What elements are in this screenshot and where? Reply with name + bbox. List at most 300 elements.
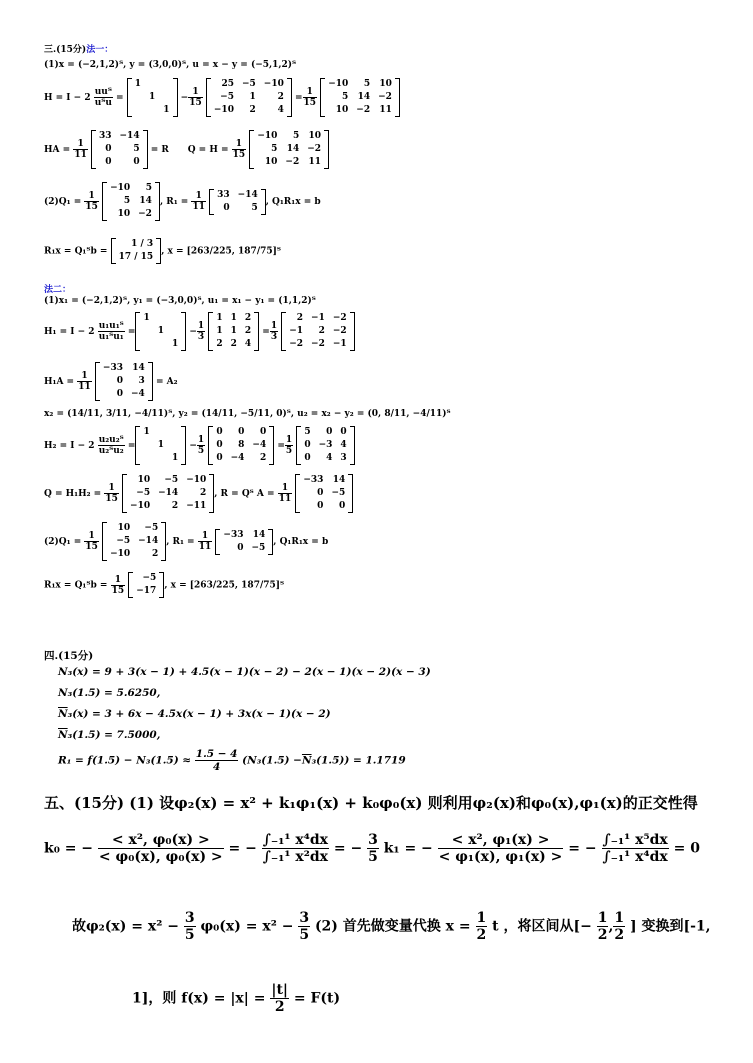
matrix-cell: −2 — [378, 92, 392, 102]
matrix-cell: 10 — [264, 157, 278, 167]
matrix-cell: 5 — [133, 144, 140, 154]
matrix-cell: 14 — [357, 92, 371, 102]
matrix-cell: 10 — [335, 105, 349, 115]
substitution: (2) 首先做变量代换 x = — [314, 918, 471, 935]
frac-int2 — [602, 832, 669, 865]
matrix-cell: −3 — [318, 440, 333, 450]
num: |t| — [271, 982, 289, 998]
matrix-M2 — [320, 78, 400, 117]
matrix-Qfull — [122, 474, 214, 513]
matrix-cell: −2 — [332, 313, 347, 323]
den: u₁ᵀu₁ — [98, 332, 124, 342]
matrix-cell: 2 — [230, 339, 237, 349]
num: 1 — [104, 483, 119, 494]
matrix-M1 — [206, 78, 292, 117]
matrix-cell: −11 — [186, 501, 207, 511]
matrix-cell: 11 — [379, 105, 392, 115]
matrix-cell: 4 — [277, 105, 284, 115]
matrix-cell: 0 — [116, 376, 123, 386]
comma: , — [608, 918, 614, 935]
matrix-cell: 14 — [132, 363, 145, 373]
num: 1 — [232, 139, 247, 150]
matrix-cell: 1 — [216, 313, 223, 323]
matrix-HA — [91, 130, 148, 169]
matrix-cell: 14 — [252, 529, 266, 540]
sec3-HA-eq — [44, 130, 329, 169]
matrix-cell: 0 — [223, 202, 230, 213]
num: 1 — [84, 191, 99, 202]
matrix-cell: −10 — [130, 501, 151, 511]
matrix-cell: 0 — [216, 453, 223, 463]
method1-label: 法一： — [86, 45, 114, 55]
eq-zero: = 0 — [673, 840, 700, 857]
matrix-cell: 1 — [171, 453, 179, 463]
matrix-cell: 11 — [308, 157, 322, 167]
num: 1 — [198, 531, 213, 542]
eq-A2: = A₂ — [155, 377, 178, 387]
frac-3-5c — [298, 910, 310, 943]
matrix-cell: −2 — [285, 157, 300, 167]
matrix-cell: −2 — [311, 339, 325, 349]
matrix-R1b — [215, 529, 273, 555]
num: ∫₋₁¹ x⁴dx — [262, 832, 329, 848]
matrix-cell: 1 — [143, 313, 150, 323]
matrix-cell: −5 — [331, 488, 346, 498]
num: 1 — [614, 910, 625, 926]
matrix-cell — [168, 325, 182, 338]
matrix-cell: 0 — [216, 440, 223, 450]
matrix-cell — [168, 312, 182, 325]
den: ∫₋₁¹ x²dx — [262, 849, 329, 865]
x-lhs: , x = — [164, 580, 187, 591]
matrix-cell: −14 — [237, 189, 258, 200]
sec3-line1: (1)x = (−2,1,2)ᵀ, y = (3,0,0)ᵀ, u = x − y = (−5,1,2)ᵀ — [44, 60, 297, 70]
k1-lhs: k₁ = − — [383, 840, 433, 857]
matrix-cell: −33 — [303, 475, 324, 485]
matrix-cell: 3 — [340, 453, 347, 463]
N-bar: $\overline{N}$ — [58, 708, 68, 720]
matrix-cell: −5 — [136, 488, 151, 498]
N-bar: $\overline{N}$ — [58, 729, 68, 741]
den: 5 — [285, 446, 293, 456]
method2-label: 法二： — [44, 285, 72, 295]
phi2-lhs: 故φ₂(x) = x² − — [72, 918, 179, 935]
matrix-cell: 8 — [238, 440, 245, 450]
matrix-cell: 2 — [259, 453, 267, 463]
matrix-cell: 4 — [326, 453, 333, 463]
matrix-cell: −14 — [138, 536, 159, 546]
sec5-phi2-eq — [72, 910, 711, 943]
matrix-R1 — [209, 189, 266, 215]
matrix-cell: 1 — [216, 326, 223, 336]
num: 1 — [188, 87, 203, 98]
matrix-cell: 0 — [116, 389, 123, 399]
matrix-cell: −4 — [131, 389, 145, 399]
eq-R: = R — [150, 145, 169, 155]
frac-1-11e — [198, 531, 213, 552]
frac-int1 — [262, 832, 329, 865]
matrix-cell: 3 — [138, 376, 145, 386]
matrix-cell: −10 — [186, 475, 207, 485]
frac-1-11c — [77, 371, 92, 392]
N-bar: $\overline{N}$ — [301, 754, 312, 767]
sec4-line2: N₃(1.5) = 5.6250, — [58, 687, 161, 699]
frac-3-5 — [367, 832, 379, 865]
matrix-cell: −10 — [110, 183, 131, 193]
matrix-I2 — [135, 312, 186, 351]
matrix-cell — [145, 78, 159, 91]
matrix-cell: −10 — [328, 79, 349, 89]
matrix-Q1 — [102, 182, 160, 221]
matrix-cell: −2 — [356, 105, 371, 115]
matrix-cell: 0 — [105, 144, 112, 154]
frac-1-3 — [197, 321, 205, 342]
matrix-cell: 1 — [230, 326, 237, 336]
den: 5 — [184, 927, 195, 943]
m2-Q1-eq — [44, 522, 328, 561]
frac-1-11b — [191, 191, 206, 212]
sec5-line1: 五、(15分) (1) 设φ₂(x) = x² + k₁φ₁(x) + k₀φ₀(x) 则利用φ₂(x)和φ₀(x),φ₁(x)的正交性得 — [44, 794, 698, 812]
frac-k1 — [438, 832, 564, 865]
matrix-cell: −1 — [332, 339, 347, 349]
HA-lhs: HA = — [44, 145, 71, 155]
den: 2 — [476, 927, 487, 943]
den: 11 — [278, 494, 292, 504]
matrix-cell: −14 — [119, 131, 140, 141]
vector-rhs — [111, 238, 162, 264]
matrix-cell — [139, 338, 153, 351]
matrix-Rfull — [295, 474, 353, 513]
num: < x², φ₁(x) > — [438, 832, 564, 849]
frac-u2 — [98, 435, 125, 456]
matrix-cell: 10 — [379, 79, 392, 89]
matrix-cell: −2 — [289, 339, 304, 349]
den: 11 — [74, 150, 87, 160]
matrix-Q — [249, 130, 329, 169]
matrix-M3 — [208, 312, 259, 351]
matrix-cell: −4 — [252, 440, 267, 450]
m2-H2-eq: H₂ = I − 2 $\frac{\text{u₂u₂ᵀ}}{\text{u₂ᵀu₂}}$ = 1 1 1 − $\frac{1}{5}$ 0 0 0 0 8 −4 0 −4 2 = $\frac{1}{5}$ 5 0 0 0 −3 4 0 4 3 — [44, 426, 355, 465]
matrix-cell: −2 — [307, 144, 322, 154]
matrix-cell: 0 — [105, 157, 112, 167]
H1-lhs: H₁ = I − 2 — [44, 327, 95, 337]
matrix-cell: −5 — [241, 79, 256, 89]
matrix-Q1b — [102, 522, 166, 561]
matrix-cell: 2 — [296, 313, 304, 323]
R1-lhs: , R₁ = — [166, 537, 195, 547]
den: 11 — [78, 382, 91, 392]
num: 1 — [197, 321, 205, 331]
R1-expr: R₁ = f(1.5) − N₃(1.5) ≈ — [58, 754, 192, 767]
matrix-cell: 0 — [304, 453, 311, 463]
matrix-cell — [168, 439, 182, 452]
matrix-cell: 25 — [221, 79, 234, 89]
den: 5 — [299, 927, 310, 943]
num: < x², φ₀(x) > — [98, 832, 224, 849]
matrix-cell: 2 — [171, 501, 179, 511]
den: 5 — [368, 849, 378, 865]
line4-rest: ₃(1.5) = 7.5000, — [67, 729, 161, 741]
sec3-number: 三.(15分) — [44, 45, 87, 55]
matrix-cell — [159, 91, 173, 104]
den: 4 — [212, 761, 221, 773]
sec5-F-eq — [132, 982, 340, 1015]
frac-err — [195, 748, 239, 773]
den: 15 — [85, 202, 98, 212]
phi2-mid: φ₀(x) = x² − — [200, 918, 294, 935]
num: 3 — [184, 910, 195, 926]
eq-minus: = − — [568, 840, 597, 857]
frac-u1 — [98, 321, 125, 342]
matrix-cell: −10 — [263, 79, 284, 89]
sec3-heading — [44, 42, 113, 55]
matrix-cell — [168, 426, 182, 439]
matrix-cell: −33 — [223, 529, 244, 540]
matrix-cell: −5 — [164, 475, 179, 485]
matrix-cell: 1 — [157, 326, 164, 336]
matrix-cell: −1 — [311, 313, 325, 323]
num: 1.5 − 4 — [195, 748, 238, 760]
den: 2 — [274, 999, 285, 1015]
frac-1-15c — [232, 139, 247, 160]
matrix-M4 — [281, 312, 354, 351]
matrix-cell: 14 — [139, 196, 152, 206]
den: 2 — [614, 927, 625, 943]
sec5-k-eq — [44, 832, 700, 865]
matrix-cell: 10 — [137, 475, 151, 485]
matrix-cell: 2 — [318, 326, 325, 336]
matrix-cell: 2 — [244, 326, 252, 336]
matrix-cell: 0 — [259, 427, 267, 437]
R1-lhs: , R₁ = — [159, 197, 189, 207]
frac-1-5b — [285, 435, 293, 456]
matrix-cell — [154, 338, 168, 351]
num: 3 — [368, 832, 378, 848]
matrix-cell: 2 — [216, 339, 223, 349]
vector-rhs-2 — [128, 572, 164, 598]
matrix-cell: 2 — [244, 313, 252, 323]
interval-to: ] 变换到[-1, — [629, 918, 711, 935]
matrix-cell: 1 — [157, 440, 164, 450]
frac-1-15g — [111, 575, 126, 596]
matrix-cell: −5 — [116, 536, 131, 546]
matrix-cell: 1 — [134, 79, 141, 89]
matrix-cell: 5 — [251, 202, 258, 213]
m2-H1-eq: H₁ = I − 2 $\frac{\text{u₁u₁ᵀ}}{\text{u₁ᵀu₁}}$ = 1 1 1 − $\frac{1}{3}$ 1 1 2 1 1 2 2 2 4 = $\frac{1}{3}$ 2 −1 −2 −1 2 −2 −2 −2 −1 — [44, 312, 355, 351]
den: 5 — [197, 446, 205, 456]
matrix-H1A — [95, 362, 153, 401]
sec4-line4 — [58, 729, 160, 741]
x-solution: [263/225, 187/75]ᵀ — [189, 580, 285, 591]
matrix-cell: 10 — [117, 523, 131, 533]
R1-result: ₃(1.5)) = 1.1719 — [311, 754, 406, 767]
matrix-cell — [139, 439, 153, 452]
matrix-cell: 14 — [332, 475, 346, 485]
num: 1 — [285, 435, 293, 445]
den: 3 — [197, 332, 205, 342]
x-solution: [263/225, 187/75]ᵀ — [186, 246, 281, 257]
Q1-lhs: (2)Q₁ = — [44, 197, 82, 207]
frac-1-2b — [597, 910, 609, 943]
R-lhs: , R = Qᵀ A = — [214, 489, 275, 499]
frac-1-5 — [197, 435, 205, 456]
QRx-eq-b: , Q₁R₁x = b — [273, 537, 329, 547]
matrix-I — [127, 78, 178, 117]
matrix-cell: 5 — [363, 79, 371, 89]
Q-eq-H: Q = H = — [187, 145, 229, 155]
den: 15 — [85, 542, 98, 552]
matrix-cell: −14 — [158, 488, 179, 498]
matrix-cell — [139, 452, 153, 465]
num: 1 — [303, 87, 318, 98]
matrix-cell — [154, 452, 168, 465]
den: < φ₁(x), φ₁(x) > — [438, 849, 563, 865]
num: 1 — [191, 191, 206, 202]
matrix-cell: 0 — [340, 427, 347, 437]
frac-1-11d — [278, 483, 293, 504]
num: 1 — [84, 531, 99, 542]
matrix-cell: 5 — [123, 196, 131, 206]
H1A-lhs: H₁A = — [44, 377, 75, 387]
matrix-cell: 0 — [317, 488, 324, 498]
matrix-cell: 33 — [217, 189, 230, 200]
m2-line1: (1)x₁ = (−2,1,2)ᵀ, y₁ = (−3,0,0)ᵀ, u₁ = x₁ − y₁ = (1,1,2)ᵀ — [44, 296, 316, 306]
matrix-cell — [145, 104, 159, 117]
matrix-cell: 1 — [249, 92, 256, 102]
matrix-M5 — [208, 426, 274, 465]
frac-1-15f — [84, 531, 99, 552]
matrix-cell: 2 — [200, 488, 207, 498]
num: ∫₋₁¹ x⁵dx — [602, 832, 668, 848]
matrix-cell: −1 — [289, 326, 304, 336]
Q1-lhs: (2)Q₁ = — [44, 537, 82, 547]
matrix-cell: −4 — [230, 453, 245, 463]
den: 15 — [189, 98, 202, 108]
matrix-cell: 10 — [117, 209, 131, 219]
num: 1 — [111, 575, 126, 586]
num: 3 — [299, 910, 310, 926]
frac-3-5b — [184, 910, 196, 943]
sec4-heading: 四.(15分) — [44, 650, 94, 662]
m2-Q-eq — [44, 474, 353, 513]
frac-1-15b — [303, 87, 318, 108]
den: < φ₀(x), φ₀(x) > — [98, 849, 223, 865]
matrix-cell: 5 — [145, 183, 152, 193]
interval-from: t ，将区间从[− — [492, 918, 592, 935]
matrix-cell: 5 — [342, 92, 349, 102]
matrix-cell: 14 — [286, 144, 300, 154]
matrix-cell: −2 — [332, 326, 347, 336]
matrix-cell: 5 — [304, 427, 311, 437]
m2-R1x-eq — [44, 572, 284, 598]
den: 11 — [198, 542, 212, 552]
matrix-cell: 0 — [237, 542, 244, 553]
matrix-cell — [131, 91, 145, 104]
matrix-cell: 2 — [151, 549, 159, 559]
frac-t-2 — [270, 982, 289, 1015]
H-lhs: H = I − 2 — [44, 93, 91, 103]
matrix-cell: 5 — [292, 131, 300, 141]
sec4-line5 — [58, 748, 406, 773]
matrix-cell: 17 / 15 — [118, 252, 154, 262]
den: 15 — [111, 585, 125, 596]
eq-minus: = − — [333, 840, 363, 857]
sec4-line1: N₃(x) = 9 + 3(x − 1) + 4.5(x − 1)(x − 2) − 2(x − 1)(x − 2)(x − 3) — [58, 666, 431, 678]
num: 1 — [77, 371, 92, 382]
R1x-lhs: R₁x = Q₁ᵀb = — [44, 246, 108, 257]
sec3-Q1-eq — [44, 182, 321, 221]
sec3-R1x-eq — [44, 238, 281, 264]
F-rhs: = F(t) — [293, 990, 341, 1007]
matrix-cell — [139, 325, 153, 338]
matrix-cell: 5 — [271, 144, 278, 154]
den: ∫₋₁¹ x⁴dx — [602, 849, 668, 865]
matrix-cell — [159, 78, 173, 91]
matrix-cell: 1 / 3 — [131, 239, 154, 249]
R1-paren: (N₃(1.5) − — [242, 754, 302, 767]
f-lhs: 1]，则 f(x) = |x| = — [132, 990, 266, 1007]
matrix-cell — [131, 104, 145, 117]
matrix-cell: 0 — [338, 501, 346, 511]
den: 15 — [232, 150, 246, 160]
matrix-cell: −33 — [102, 363, 123, 373]
matrix-cell — [154, 312, 168, 325]
matrix-cell: −5 — [144, 523, 159, 533]
matrix-cell: 1 — [143, 427, 150, 437]
matrix-M6 — [296, 426, 354, 465]
matrix-cell: 0 — [216, 427, 223, 437]
num: uuᵀ — [94, 87, 112, 97]
num: 1 — [476, 910, 487, 926]
matrix-cell: 0 — [326, 427, 333, 437]
matrix-cell: 1 — [230, 313, 237, 323]
k0-lhs: k₀ = − — [44, 840, 94, 857]
matrix-cell: 4 — [340, 440, 347, 450]
matrix-cell: 1 — [149, 92, 156, 102]
num: u₂u₂ᵀ — [98, 435, 124, 445]
matrix-cell: −5 — [142, 573, 157, 583]
matrix-cell: −5 — [220, 92, 234, 102]
den: uᵀu — [94, 98, 112, 108]
num: 1 — [73, 139, 88, 150]
frac-uuT — [94, 87, 113, 108]
frac-1-15e — [104, 483, 119, 504]
x-lhs: , x = — [161, 246, 184, 257]
line3-rest: ₃(x) = 3 + 6x − 4.5x(x − 1) + 3x(x − 1)(x − 2) — [67, 708, 331, 720]
frac-1-2c — [613, 910, 625, 943]
matrix-cell: 2 — [249, 105, 256, 115]
QRx-eq-b: , Q₁R₁x = b — [265, 197, 321, 207]
matrix-cell: −10 — [213, 105, 234, 115]
frac-1-2 — [476, 910, 488, 943]
m2-H1A-eq — [44, 362, 178, 401]
matrix-cell: 0 — [304, 440, 311, 450]
matrix-cell: 33 — [98, 131, 112, 141]
frac-1-11 — [73, 139, 88, 160]
H2-lhs: H₂ = I − 2 — [44, 441, 95, 451]
matrix-cell: 1 — [171, 339, 179, 349]
num: 1 — [270, 321, 278, 331]
matrix-cell: 0 — [317, 501, 324, 511]
matrix-cell: 0 — [133, 157, 140, 167]
matrix-cell: 0 — [238, 427, 245, 437]
den: 15 — [105, 494, 118, 504]
sec3-H-eq: H = I − 2 $\frac{\text{uuᵀ}}{\text{uᵀu}}$ = 1 1 1 − $\frac{1}{15}$ 25 −5 −10 −5 1 2 −10 2 4 = $\frac{1}{15}$ −10 5 10 5 14 −2 10 −2 11 — [44, 78, 400, 117]
den: u₂ᵀu₂ — [98, 446, 124, 456]
matrix-cell: 2 — [277, 92, 284, 102]
sec4-line3 — [58, 708, 331, 720]
frac-1-15d — [84, 191, 99, 212]
